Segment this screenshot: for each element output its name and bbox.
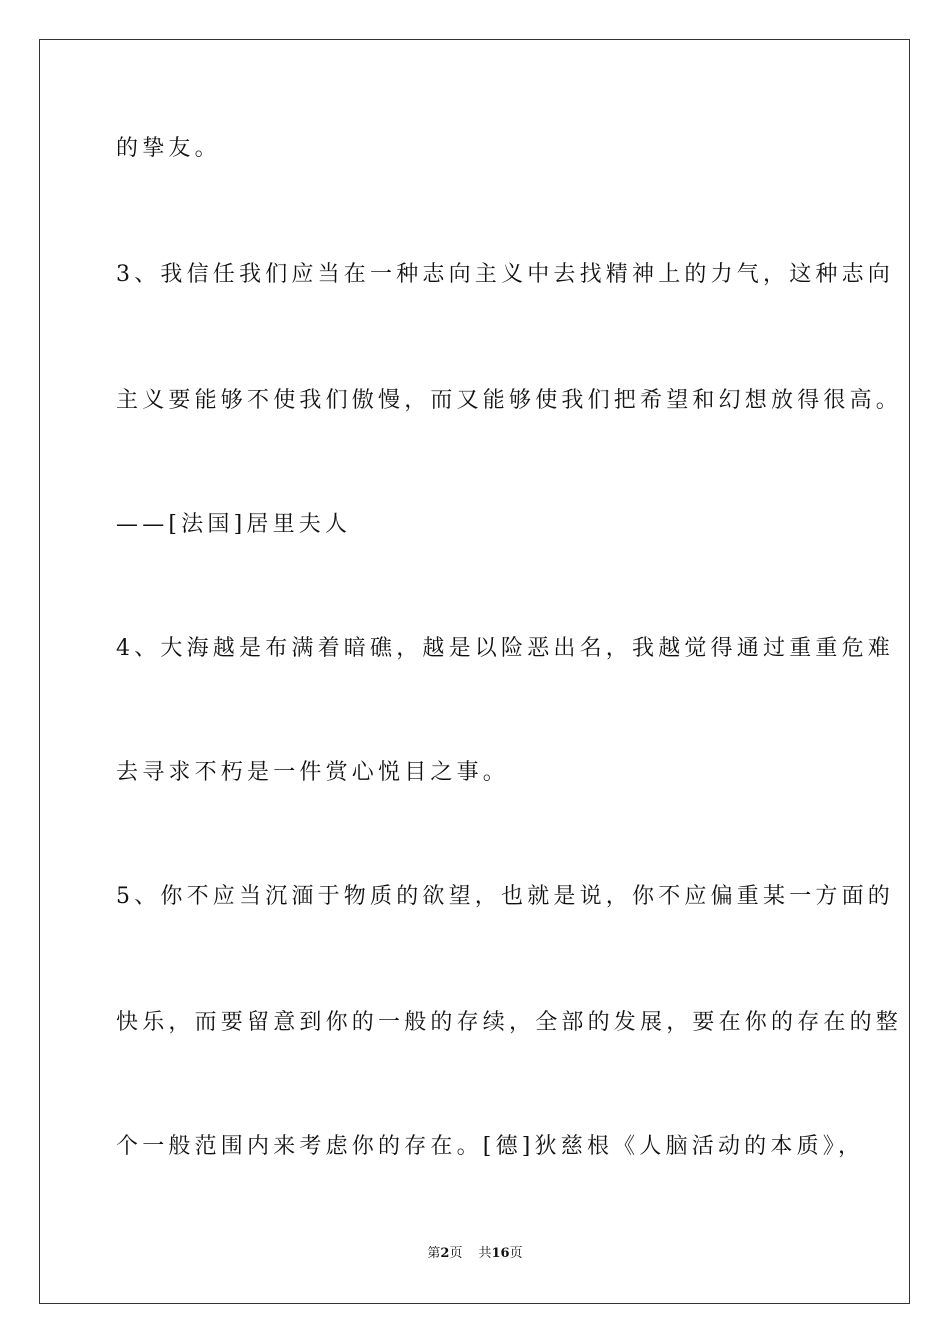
total-pages: 16 [491, 1246, 510, 1261]
total-prefix: 共 [478, 1246, 492, 1261]
text-line-5: 4、大海越是布满着暗礁，越是以险恶出名，我越觉得通过重重危难 [116, 636, 894, 661]
page-prefix: 第 [427, 1246, 441, 1261]
text-line-4: ——[法国]居里夫人 [116, 512, 352, 537]
text-line-1: 的挚友。 [116, 136, 221, 161]
page-suffix: 页 [449, 1246, 463, 1261]
text-line-3: 主义要能够不使我们傲慢，而又能够使我们把希望和幻想放得很高。 [116, 388, 903, 413]
text-line-7: 5、你不应当沉湎于物质的欲望，也就是说，你不应偏重某一方面的 [116, 884, 894, 909]
page-footer [0, 1245, 950, 1263]
page-number: 2 [440, 1246, 450, 1261]
total-suffix: 页 [509, 1246, 523, 1261]
text-line-9: 个一般范围内来考虑你的存在。[德]狄慈根《人脑活动的本质》， [116, 1134, 865, 1159]
text-line-2: 3、我信任我们应当在一种志向主义中去找精神上的力气，这种志向 [116, 262, 894, 287]
text-line-8: 快乐，而要留意到你的一般的存续，全部的发展，要在你的存在的整 [116, 1010, 903, 1035]
page-border [39, 39, 910, 1304]
text-line-6: 去寻求不朽是一件赏心悦目之事。 [116, 760, 510, 785]
